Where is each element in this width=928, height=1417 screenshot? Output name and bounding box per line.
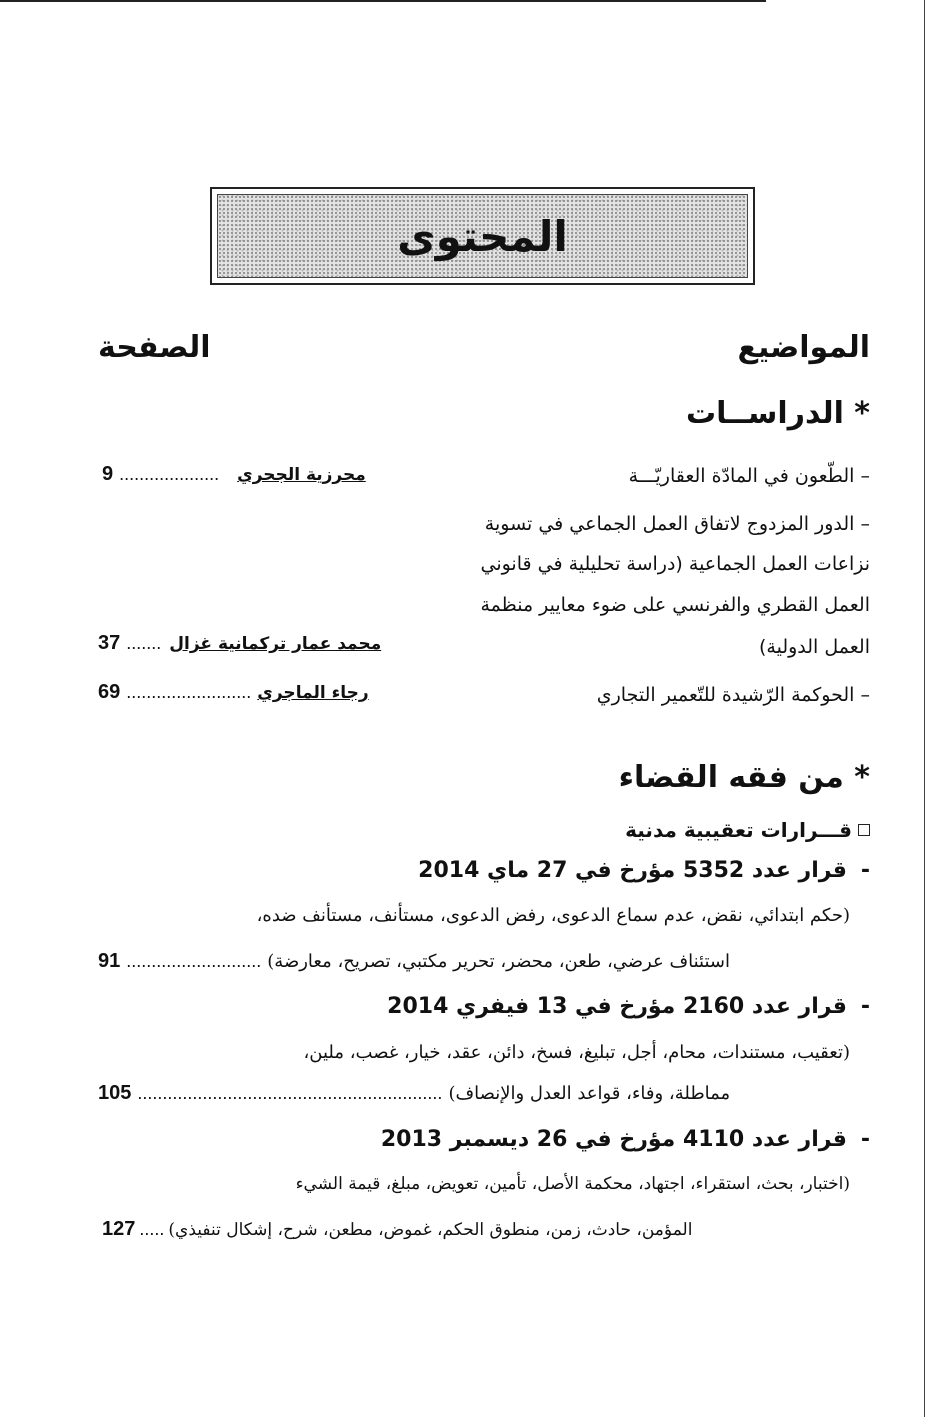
subheading-text: قـــرارات تعقيبية مدنية	[625, 818, 852, 842]
decision-1-page: 91	[98, 950, 121, 972]
square-bullet-icon	[858, 824, 870, 836]
decision-3-ref	[102, 1218, 692, 1241]
study-2-author: محمد عمار تركمانية غزال	[169, 634, 382, 654]
decision-1-ref	[98, 950, 730, 973]
studies-heading: * الدراســات	[686, 396, 870, 431]
decision-2-heading	[387, 994, 870, 1019]
title-pattern	[217, 194, 748, 278]
study-3-title: – الحوكمة الرّشيدة للتّعمير التجاري	[596, 684, 870, 706]
decision-3-title: قرار عدد 4110 مؤرخ في 26 ديسمبر 2013	[380, 1127, 847, 1152]
leader-dots: .......	[126, 633, 162, 653]
study-2-title-line-1: – الدور المزدوج لاتفاق العمل الجماعي في تسوية	[484, 513, 870, 535]
study-3-page: 69	[98, 681, 121, 703]
decision-3-keywords-line-2: المؤمن، حادث، زمن، منطوق الحكم، غموض، مطعن، شرح، إشكال تنفيذي)	[168, 1220, 693, 1240]
title-frame	[210, 187, 755, 285]
leader-dots: ....................	[119, 464, 220, 484]
decision-2-ref	[98, 1082, 730, 1105]
decision-2-page: 105	[98, 1082, 132, 1104]
leader-dots: .....	[139, 1219, 165, 1239]
study-1-author: محرزية الجحري	[237, 465, 366, 485]
decision-1-heading	[418, 858, 870, 883]
dash-bullet: -	[860, 994, 870, 1019]
study-2-title-line-2: نزاعات العمل الجماعية (دراسة تحليلية في قانوني	[480, 553, 870, 575]
topics-header: المواضيع	[737, 330, 870, 365]
decision-2-title: قرار عدد 2160 مؤرخ في 13 فيفري 2014	[387, 994, 847, 1019]
leader-dots: ...........................	[126, 951, 262, 971]
decision-1-keywords-line-2: استئناف عرضي، طعن، محضر، تحرير مكتبي، تصريح، معارضة)	[267, 951, 730, 972]
study-2-title-line-4: العمل الدولية)	[759, 636, 870, 658]
leader-dots: .............................................................	[137, 1083, 443, 1103]
study-2-page: 37	[98, 632, 121, 654]
jurisprudence-heading: * من فقه القضاء	[618, 760, 870, 795]
study-3-author: رجاء الماجري	[257, 683, 369, 703]
study-2-ref	[98, 632, 381, 655]
decision-2-keywords-line-2: مماطلة، وفاء، قواعد العدل والإنصاف)	[448, 1083, 731, 1104]
study-2-title-line-3: العمل القطري والفرنسي على ضوء معايير منظمة	[480, 594, 870, 616]
leader-dots: .........................	[126, 682, 252, 702]
page-title: المحتوى	[397, 211, 568, 261]
page-header: الصفحة	[98, 330, 211, 365]
right-border-line	[924, 0, 925, 1417]
decision-1-keywords-line-1: (حكم ابتدائي، نقض، عدم سماع الدعوى، رفض الدعوى، مستأنف، مستأنف ضده،	[256, 905, 850, 926]
study-1-ref	[102, 463, 366, 486]
study-1-title: – الطّعون في المادّة العقاريّـــة	[628, 465, 870, 487]
civil-decisions-subheading	[625, 818, 870, 842]
study-1-page: 9	[102, 463, 114, 485]
decision-3-heading	[381, 1127, 870, 1152]
dash-bullet: -	[860, 858, 870, 883]
decision-3-keywords-line-1: (اختبار، بحث، استقراء، اجتهاد، محكمة الأصل، تأمين، تعويض، مبلغ، قيمة الشيء	[295, 1174, 850, 1194]
decision-1-title: قرار عدد 5352 مؤرخ في 27 ماي 2014	[418, 858, 847, 883]
top-border-line	[0, 0, 766, 2]
decision-2-keywords-line-1: (تعقيب، مستندات، محام، أجل، تبليغ، فسخ، دائن، عقد، خيار، غصب، ملين،	[303, 1042, 850, 1063]
study-3-ref	[98, 681, 369, 704]
dash-bullet: -	[860, 1127, 870, 1152]
decision-3-page: 127	[102, 1218, 136, 1240]
